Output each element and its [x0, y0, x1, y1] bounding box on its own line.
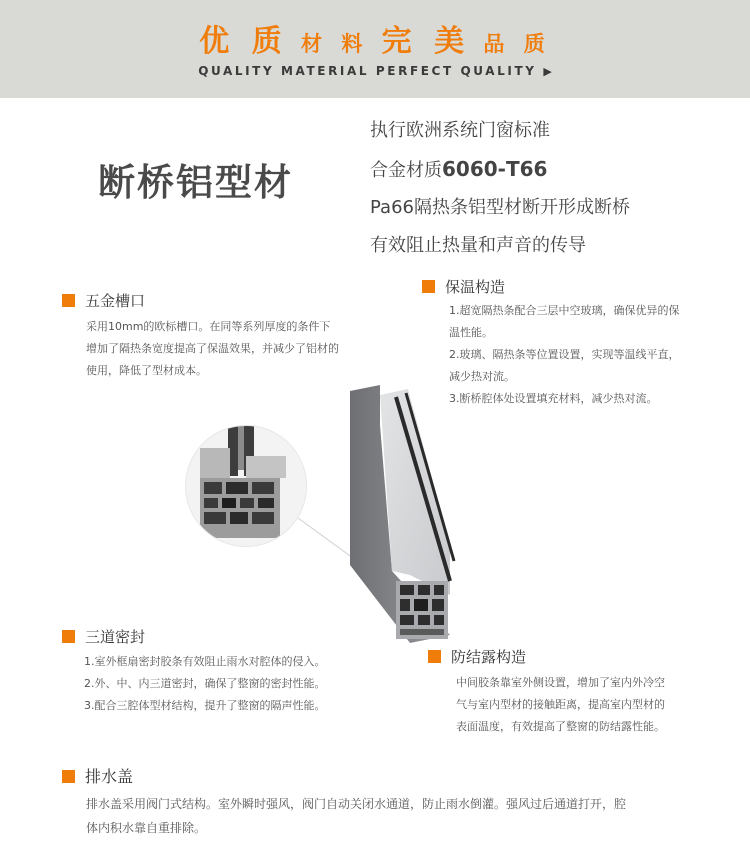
feature-title-text: 保温构造 [445, 278, 506, 296]
feature-anti-condensation-text [456, 672, 665, 738]
banner-title-part: 材 料 [287, 32, 382, 56]
feature-line: 表面温度，有效提高了整窗的防结露性能。 [456, 720, 665, 733]
orange-square-icon [428, 650, 441, 663]
feature-line: 1.室外框扇密封胶条有效阻止雨水对腔体的侵入。 [84, 655, 326, 668]
feature-line: 2.玻璃、隔热条等位置设置，实现等温线平直， [449, 348, 680, 361]
profile-detail-zoom-image [186, 426, 306, 546]
feature-line: 减少热对流。 [449, 370, 515, 383]
feature-title-text: 五金槽口 [85, 292, 146, 310]
spec-alloy-grade: 6060-T66 [442, 157, 548, 181]
feature-line: 温性能。 [449, 326, 493, 339]
play-arrow-icon: ▶ [543, 65, 552, 78]
feature-line: 气与室内型材的接触距离，提高室内型材的 [456, 698, 665, 711]
feature-line: 排水盖采用阀门式结构。室外瞬时强风，阀门自动关闭水通道，防止雨水倒灌。强风过后通道打开，腔 [86, 797, 627, 811]
spec-alloy-label: 合金材质 [370, 160, 442, 181]
feature-title-text: 防结露构造 [451, 648, 527, 666]
banner-subtitle-text: QUALITY MATERIAL PERFECT QUALITY [198, 64, 537, 78]
aluminum-window-profile-image [300, 385, 460, 655]
feature-line: 3.配合三腔体型材结构，提升了整窗的隔声性能。 [84, 699, 326, 712]
feature-title-text: 排水盖 [85, 767, 134, 786]
feature-title-text: 三道密封 [85, 628, 146, 646]
banner-title-part: 优 质 [199, 24, 288, 59]
feature-anti-condensation-title [428, 646, 526, 667]
feature-line: 采用10mm的欧标槽口。在同等系列厚度的条件下 [86, 320, 331, 333]
feature-drain-cover-title [62, 764, 133, 787]
spec-line-insulation: 有效阻止热量和声音的传导 [370, 235, 586, 256]
feature-line: 使用，降低了型材成本。 [86, 364, 207, 377]
product-title: 断桥铝型材 [98, 161, 293, 204]
feature-triple-seal-title [62, 626, 145, 647]
banner-title-part: 品 质 [470, 32, 551, 56]
feature-line: 2.外、中、内三道密封，确保了整窗的密封性能。 [84, 677, 326, 690]
feature-line: 1.超宽隔热条配合三层中空玻璃，确保优异的保 [449, 304, 680, 317]
spec-line-thermal-break: Pa66隔热条铝型材断开形成断桥 [370, 197, 630, 218]
feature-line: 3.断桥腔体处设置填充材料，减少热对流。 [449, 392, 658, 405]
orange-square-icon [62, 630, 75, 643]
feature-line: 中间胶条靠室外侧设置，增加了室内外冷空 [456, 676, 665, 689]
orange-square-icon [62, 770, 75, 783]
banner-title-part: 完 美 [381, 24, 471, 59]
feature-triple-seal-text [84, 651, 326, 717]
feature-line: 体内积水靠自重排除。 [86, 821, 207, 835]
feature-drain-cover-text [86, 792, 626, 840]
spec-line-standard: 执行欧洲系统门窗标准 [370, 120, 550, 141]
feature-line: 增加了隔热条宽度提高了保温效果，并减少了铝材的 [86, 342, 339, 355]
